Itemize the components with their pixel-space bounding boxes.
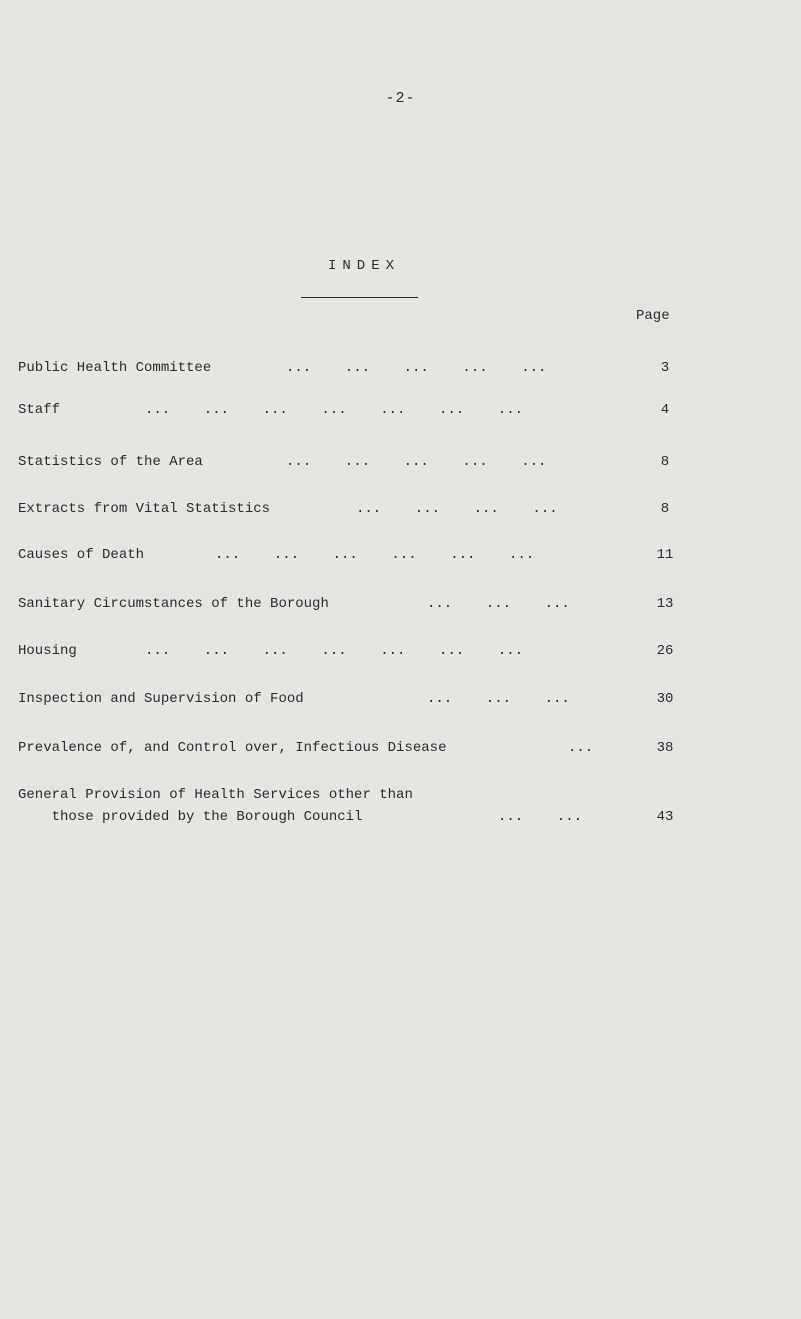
entry-page: 38 — [656, 740, 674, 756]
entry-page: 8 — [660, 501, 670, 517]
entry-title: Extracts from Vital Statistics — [18, 501, 271, 517]
dot-leaders: ... ... ... ... ... ... — [215, 547, 535, 563]
entry-title: Housing — [18, 643, 77, 659]
dot-leaders: ... ... ... — [427, 691, 570, 707]
dot-leaders: ... ... — [498, 809, 583, 825]
dot-leaders: ... ... ... ... ... ... ... — [145, 402, 524, 418]
dot-leaders: ... ... ... — [427, 596, 570, 612]
dot-leaders: ... ... ... ... — [356, 501, 558, 517]
index-heading: INDEX — [327, 258, 400, 274]
entry-page: 26 — [656, 643, 674, 659]
entry-page: 3 — [660, 360, 670, 376]
entry-title: Statistics of the Area — [18, 454, 203, 470]
page-number: -2- — [385, 90, 416, 107]
dot-leaders: ... — [568, 740, 594, 756]
entry-page: 11 — [656, 547, 674, 563]
entry-title: Causes of Death — [18, 547, 145, 563]
dot-leaders: ... ... ... ... ... ... ... — [145, 643, 524, 659]
entry-title: Prevalence of, and Control over, Infectious Disease — [18, 740, 447, 756]
entry-page: 43 — [656, 809, 674, 825]
entry-title: Sanitary Circumstances of the Borough — [18, 596, 329, 612]
entry-title: Inspection and Supervision of Food — [18, 691, 304, 707]
dot-leaders: ... ... ... ... ... — [286, 454, 547, 470]
entry-title: Staff — [18, 402, 61, 418]
page-column-header: Page — [636, 308, 670, 324]
heading-underline — [301, 297, 418, 298]
entry-page: 4 — [660, 402, 670, 418]
entry-title: General Provision of Health Services other than those provided by the Borough Council — [18, 787, 413, 825]
dot-leaders: ... ... ... ... ... — [286, 360, 547, 376]
entry-page: 30 — [656, 691, 674, 707]
entry-title: Public Health Committee — [18, 360, 212, 376]
entry-page: 13 — [656, 596, 674, 612]
entry-page: 8 — [660, 454, 670, 470]
